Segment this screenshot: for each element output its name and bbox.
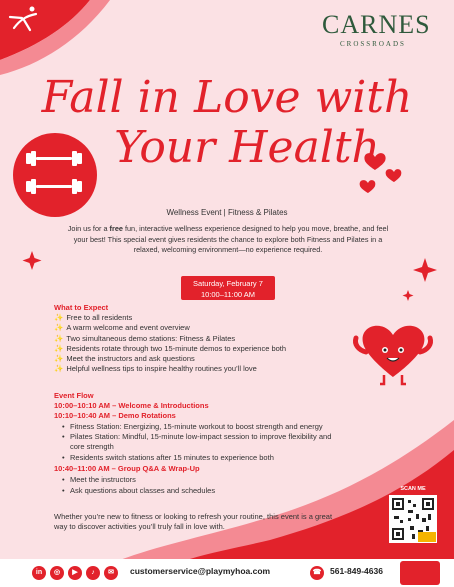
flow-item-meet: • Meet the instructors <box>70 475 136 485</box>
sparkle-icon: ✨ <box>54 343 64 353</box>
flow-block-rotations: 10:10–10:40 AM – Demo Rotations <box>54 411 176 420</box>
page-title-line2: Your Health <box>114 122 380 173</box>
sparkle-icon: ✨ <box>54 323 64 333</box>
sparkle-icon <box>413 258 437 282</box>
scan-me-label: SCAN ME <box>400 486 426 492</box>
list-item: ✨ Meet the instructors and ask questions <box>54 354 195 364</box>
event-date-box <box>181 276 275 300</box>
brand-tagline: CROSSROADS <box>340 40 406 48</box>
list-item: ✨ Residents rotate through two 15-minute demos to experience both <box>54 343 287 353</box>
linkedin-icon[interactable]: in <box>32 566 46 580</box>
youtube-icon[interactable]: ▶ <box>68 566 82 580</box>
flow-item-pilates: • Pilates Station: Mindful, 15-minute low-impact session to improve flexibility and <box>70 432 331 442</box>
carnes-footer-logo <box>400 561 440 585</box>
flow-item-pilates-cont: core strength <box>70 442 114 451</box>
contact-phone[interactable]: 561-849-4636 <box>330 566 383 576</box>
sparkle-icon: ✨ <box>54 313 64 322</box>
list-item: ✨ Helpful wellness tips to inspire healthy routines you’ll love <box>54 364 257 374</box>
flow-item-switch: • Residents switch stations after 15 minutes to experience both <box>70 453 274 463</box>
review-badge <box>418 532 436 542</box>
brand-logo: CARNES <box>322 10 431 39</box>
sparkle-icon: ✨ <box>54 364 64 374</box>
page-title-line1: Fall in Love with <box>41 72 413 123</box>
intro-paragraph: Join us for a free fun, interactive wellness experience designed to help you move, breathe, and feel your best! This special event gives residents the chance to explore both Fitness and Pilates in a relaxed, welcoming environment—no experience required. <box>67 224 389 254</box>
outro-paragraph: Whether you’re new to fitness or looking to refresh your routine, this event is a great way to discover activities you’ll truly fall in love with. <box>54 512 333 532</box>
sparkle-icon <box>403 290 414 301</box>
event-subtitle: Wellness Event | Fitness & Pilates <box>166 208 288 217</box>
flow-block-qa: 10:40–11:00 AM – Group Q&A & Wrap-Up <box>54 464 200 473</box>
flow-item-fitness: • Fitness Station: Energizing, 15-minute workout to boost strength and energy <box>70 422 323 432</box>
flow-item-ask: • Ask questions about classes and schedules <box>70 486 215 496</box>
expect-heading: What to Expect <box>54 303 109 312</box>
instagram-icon[interactable]: ◎ <box>50 566 64 580</box>
phone-icon: ☎ <box>310 566 324 580</box>
sparkle-icon: ✨ <box>54 333 64 343</box>
tiktok-icon[interactable]: ♪ <box>86 566 100 580</box>
sparkle-icon <box>23 251 42 270</box>
mail-icon[interactable]: ✉ <box>104 566 118 580</box>
flow-heading: Event Flow <box>54 391 94 400</box>
event-time: 10:00–11:00 AM <box>200 290 256 299</box>
flow-block-welcome: 10:00–10:10 AM – Welcome & Introductions <box>54 401 209 410</box>
expect-list <box>54 313 286 375</box>
sparkle-icon: ✨ <box>54 354 64 364</box>
event-date: Saturday, February 7 <box>193 279 263 288</box>
heart-mascot-icon <box>355 326 430 384</box>
list-item: ✨ A warm welcome and event overview <box>54 323 190 333</box>
list-item: ✨ Two simultaneous demo stations: Fitness & Pilates <box>54 333 236 343</box>
contact-email[interactable]: customerservice@playmyhoa.com <box>130 566 271 576</box>
list-item: ✨ Free to all residents <box>54 313 133 322</box>
heart-icon <box>360 180 376 193</box>
